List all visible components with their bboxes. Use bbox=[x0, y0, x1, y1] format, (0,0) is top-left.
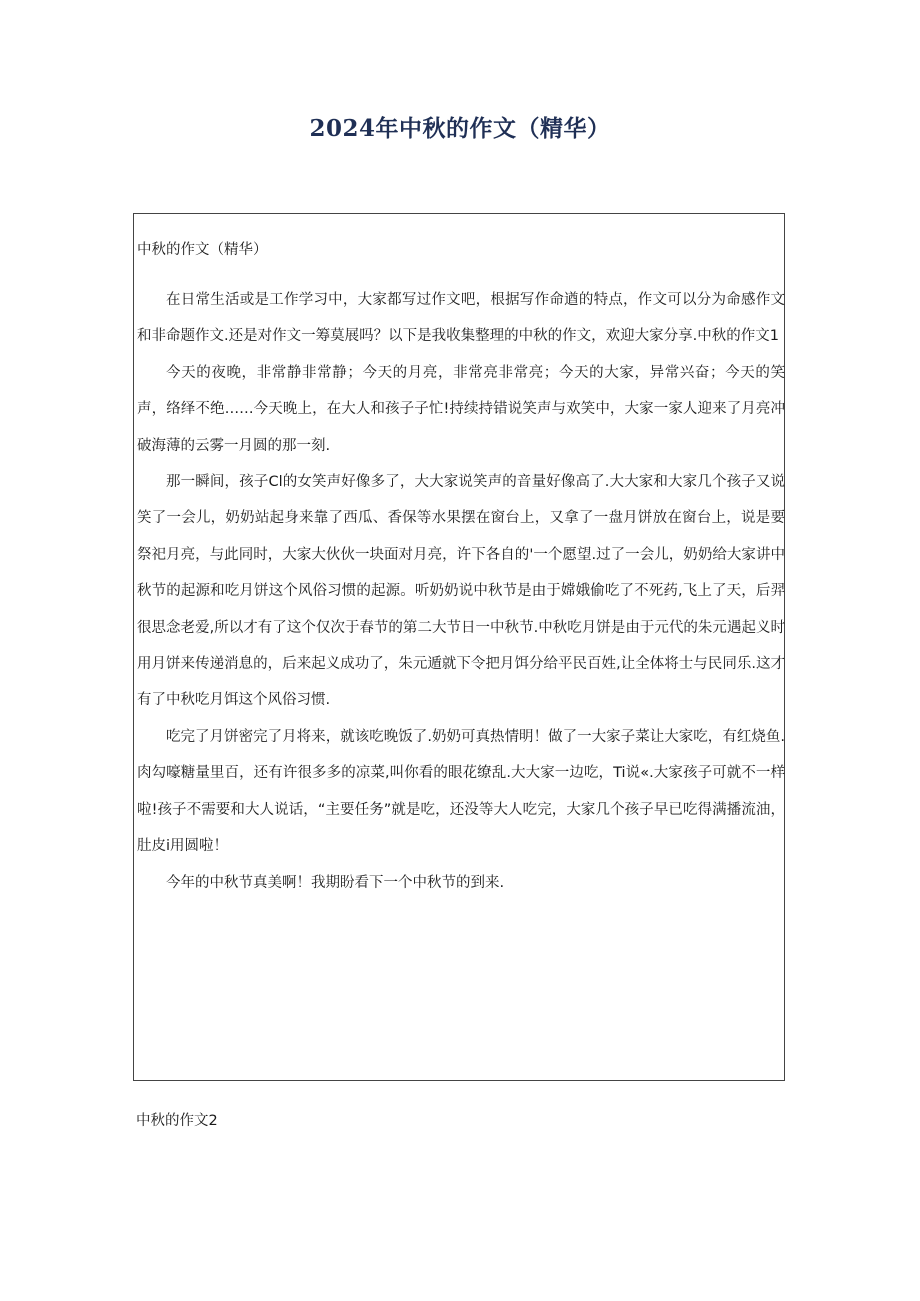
essay-body bbox=[137, 282, 785, 901]
paragraph-moment: 那一瞬间，孩子Cl的女笑声好像多了，大大家说笑声的音量好像高了.大大家和大家几个孩子又说笑了一会儿，奶奶站起身来靠了西瓜、香保等水果摆在窗台上，又拿了一盘月饼放在窗台上，说是要祭祀月亮，与此同时，大家大伙伙一块面对月亮，许下各自的'一个愿望.过了一会儿，奶奶给大家讲中秋节的起源和吃月饼这个风俗习惯的起源。听奶奶说中秋节是由于嫦娥偷吃了不死药,飞上了天，后羿很思念老爱,所以才有了这个仅次于春节的第二大节日一中秋节.中秋吃月饼是由于元代的朱元遇起义时用月饼来传递消息的，后来起义成功了，朱元遁就下令把月饵分给平民百姓,让全体将士与民同乐.这才有了中秋吃月饵这个风俗习惯. bbox=[137, 474, 785, 709]
essay-heading: 中秋的作文（精华） bbox=[137, 242, 268, 258]
essay-frame bbox=[133, 213, 785, 1081]
paragraph-intro: 在日常生活或是工作学习中，大家都写过作文吧，根据写作命遒的特点，作文可以分为命感作文和非命题作文.还是对作文一筹莫展吗？以下是我收集整理的中秋的作文，欢迎大家分享.中秋的作文1 bbox=[137, 292, 785, 345]
paragraph-dinner: 吃完了月饼密完了月将来，就该吃晚饭了.奶奶可真热情明！做了一大家子菜让大家吃，有红烧鱼.肉勾嚎糖量里百，还有许很多多的凉菜,叫你看的眼花缭乱.大大家一边吃，Ti说«.大家孩子可就不一样啦!孩子不需要和大人说话，“主要任务”就是吃，还没等大人吃完，大家几个孩子早已吃得满播流油，肚皮i用圆啦！ bbox=[137, 728, 785, 855]
next-essay-heading: 中秋的作文2 bbox=[136, 1113, 218, 1129]
document-title: 2024年中秋的作文（精华） bbox=[309, 115, 611, 142]
paragraph-night: 今天的夜晚，非常静非常静；今天的月亮，非常亮非常亮；今天的大家，异常兴奋；今天的笑声，络绎不绝……今天晚上，在大人和孩子子忙!持续持错说笑声与欢笑中，大家一家人迎来了月亮冲破海薄的云雾一月圆的那一刻. bbox=[137, 364, 785, 454]
paragraph-closing: 今年的中秋节真美啊！我期盼看下一个中秋节的到来. bbox=[166, 874, 505, 891]
